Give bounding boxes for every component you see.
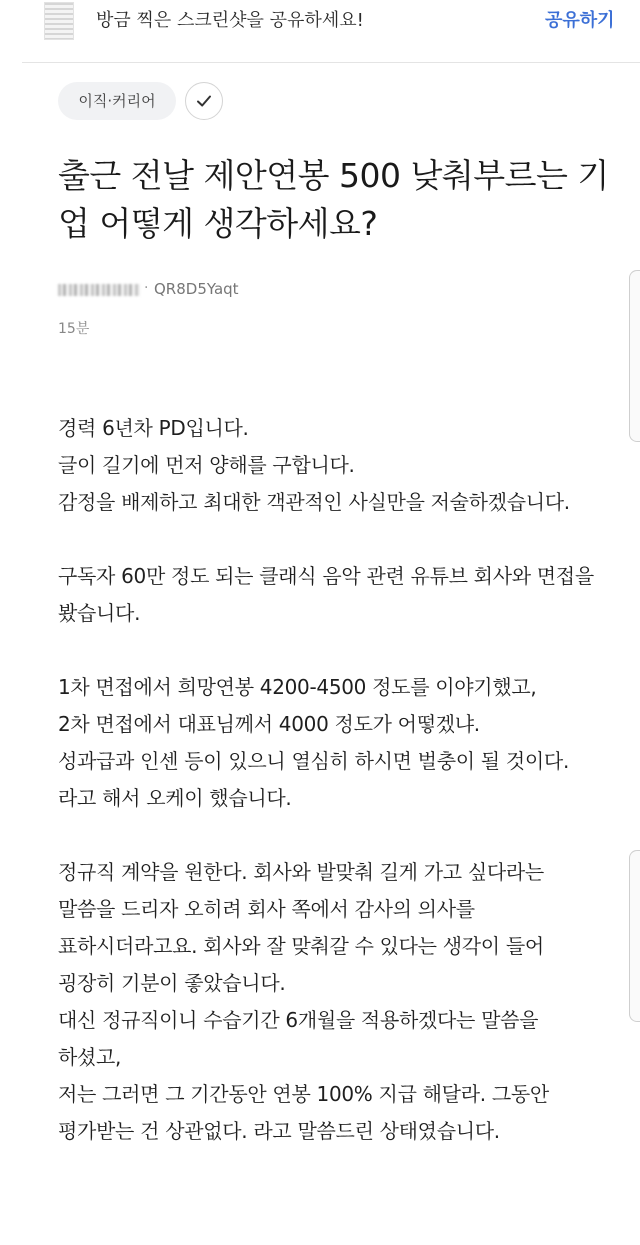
author-company[interactable]: QR8D5Yaqt	[154, 280, 239, 298]
body-line: 감정을 배제하고 최대한 객관적인 사실만을 저술하겠습니다.	[58, 490, 570, 514]
post-time: 15분	[58, 321, 90, 337]
share-screenshot-bar	[0, 0, 640, 44]
follow-check-button[interactable]	[185, 82, 223, 120]
blurred-author-avatar	[58, 284, 140, 296]
body-line: 평가받는 건 상관없다. 라고 말씀드린 상태였습니다.	[58, 1119, 500, 1143]
body-line: 표하시더라고요. 회사와 잘 맞춰갈 수 있다는 생각이 들어	[58, 934, 544, 958]
body-line: 글이 길기에 먼저 양해를 구합니다.	[58, 453, 355, 477]
body-line: 라고 해서 오케이 했습니다.	[58, 786, 292, 810]
body-line: 정규직 계약을 원한다. 회사와 발맞춰 길게 가고 싶다라는	[58, 860, 544, 884]
body-line: 대신 정규직이니 수습기간 6개월을 적용하겠다는 말씀을	[58, 1008, 539, 1032]
body-paragraph	[58, 854, 623, 1150]
share-button[interactable]: 공유하기	[545, 10, 615, 31]
body-line: 저는 그러면 그 기간동안 연봉 100% 지급 해달라. 그동안	[58, 1082, 549, 1106]
scroll-handle[interactable]	[629, 270, 640, 442]
body-line: 구독자 60만 정도 되는 클래식 음악 관련 유튜브 회사와 면접을	[58, 564, 594, 588]
scroll-handle[interactable]	[629, 850, 640, 1022]
divider	[22, 62, 640, 63]
body-line: 2차 면접에서 대표님께서 4000 정도가 어떻겠냐.	[58, 712, 480, 736]
body-line: 굉장히 기분이 좋았습니다.	[58, 971, 286, 995]
body-paragraph	[58, 558, 623, 632]
check-icon	[195, 92, 213, 110]
body-line: 봤습니다.	[58, 601, 141, 625]
body-line: 말씀을 드리자 오히려 회사 쪽에서 감사의 의사를	[58, 897, 475, 921]
body-line: 하셨고,	[58, 1045, 122, 1069]
share-message: 방금 찍은 스크린샷을 공유하세요!	[96, 10, 364, 31]
body-line: 경력 6년차 PD입니다.	[58, 416, 249, 440]
meta-separator: ·	[144, 280, 149, 296]
screenshot-thumbnail[interactable]	[44, 2, 74, 40]
post-body	[58, 410, 623, 1187]
category-chip[interactable]: 이직·커리어	[58, 82, 176, 120]
body-line: 1차 면접에서 희망연봉 4200-4500 정도를 이야기했고,	[58, 675, 537, 699]
body-paragraph	[58, 669, 623, 817]
post-title: 출근 전날 제안연봉 500 낮춰부르는 기업 어떻게 생각하세요?	[58, 156, 609, 243]
body-paragraph	[58, 410, 623, 521]
body-line: 성과급과 인센 등이 있으니 열심히 하시면 벌충이 될 것이다.	[58, 749, 569, 773]
